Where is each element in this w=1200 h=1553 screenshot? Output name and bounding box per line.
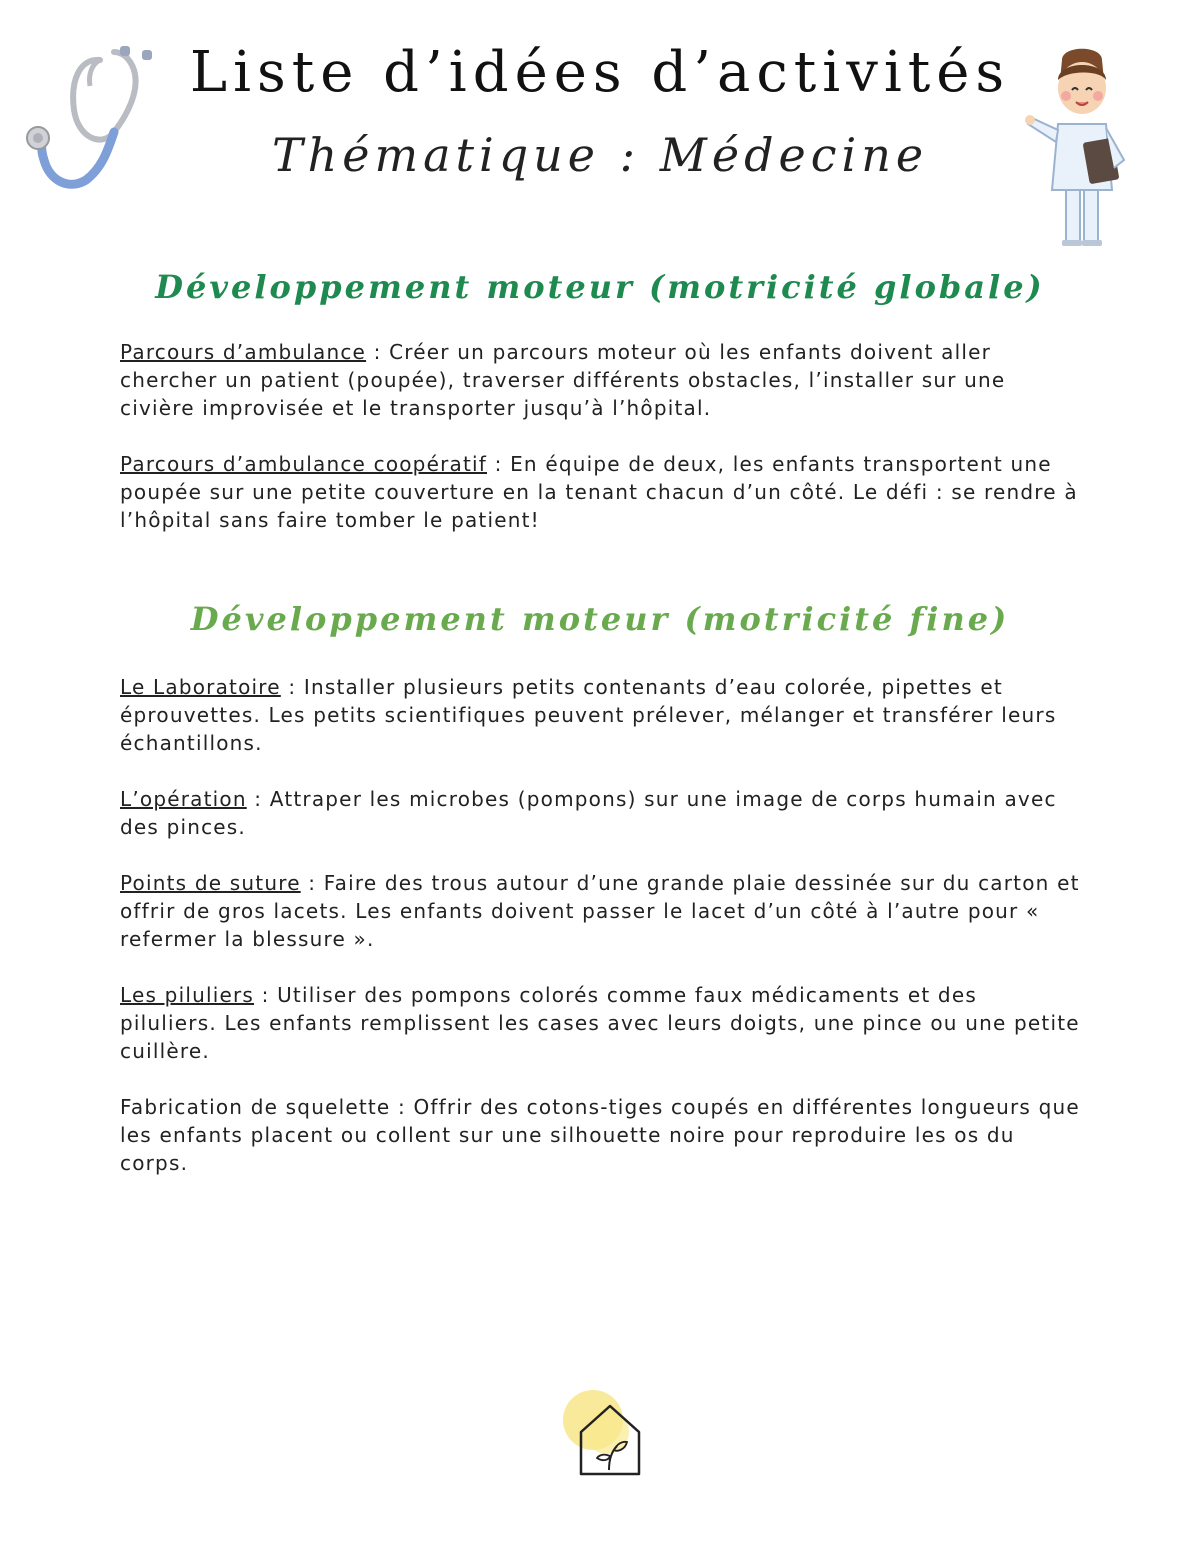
activity-item: Parcours d’ambulance : Créer un parcours moteur où les enfants doivent aller chercher un patient (poupée), traverser différents obstacles, l’installer sur une civière improvisée et le transporter jusqu’à l’hôpital. [120, 340, 1006, 420]
activity-name: Les piluliers [120, 983, 255, 1007]
page-subtitle: Thématique : Médecine [271, 128, 929, 182]
activity-list-fine-motor [120, 673, 1080, 1205]
activity-description: Installer plusieurs petits contenants d’eau colorée, pipettes et éprouvettes. Les petits scientifiques peuvent prélever, mélanger et transférer leurs échantillons. [120, 675, 1057, 755]
activity-name: Fabrication de squelette [120, 1095, 391, 1119]
activity-name: L’opération [120, 787, 247, 811]
activity-description: Créer un parcours moteur où les enfants doivent aller chercher un patient (poupée), traverser différents obstacles, l’installer sur une civière improvisée et le transporter jusqu’à l’hôpital. [120, 340, 1006, 420]
activity-name: Parcours d’ambulance [120, 340, 367, 364]
activity-name: Points de suture [120, 871, 301, 895]
activity-item: Les piluliers : Utiliser des pompons colorés comme faux médicaments et des piluliers. Les enfants remplissent les cases avec leurs doigts, une pince ou une petite cuillère. [120, 983, 1080, 1063]
activity-description: Faire des trous autour d’une grande plaie dessinée sur du carton et offrir de gros lacets. Les enfants doivent passer le lacet d’un côté à l’autre pour « refermer la blessure ». [120, 871, 1080, 951]
section-title-gross-motor: Développement moteur (motricité globale) [155, 268, 1045, 306]
activity-item: L’opération : Attraper les microbes (pompons) sur une image de corps humain avec des pinces. [120, 787, 1057, 839]
activity-name: Parcours d’ambulance coopératif [120, 452, 488, 476]
activity-item: Points de suture : Faire des trous autour d’une grande plaie dessinée sur du carton et offrir de gros lacets. Les enfants doivent passer le lacet d’un côté à l’autre pour « refermer la blessure ». [120, 871, 1080, 951]
house-plant-logo-icon [555, 1388, 650, 1483]
activity-description: Utiliser des pompons colorés comme faux médicaments et des piluliers. Les enfants remplissent les cases avec leurs doigts, une pince ou une petite cuillère. [120, 983, 1080, 1063]
section-title-fine-motor: Développement moteur (motricité fine) [190, 600, 1010, 638]
activity-description: Attraper les microbes (pompons) sur une image de corps humain avec des pinces. [120, 787, 1057, 839]
activity-description: En équipe de deux, les enfants transportent une poupée sur une petite couverture en la tenant chacun d’un côté. Le défi : se rendre à l’hôpital sans faire tomber le patient! [120, 452, 1078, 532]
activity-name: Le Laboratoire [120, 675, 281, 699]
page-title: Liste d’idées d’activités [189, 40, 1011, 105]
activity-item: Fabrication de squelette : Offrir des cotons-tiges coupés en différentes longueurs que les enfants placent ou collent sur une silhouette noire pour reproduire les os du corps. [120, 1095, 1080, 1175]
activity-item: Parcours d’ambulance coopératif : En équipe de deux, les enfants transportent une poupée sur une petite couverture en la tenant chacun d’un côté. Le défi : se rendre à l’hôpital sans faire tomber le patient! [120, 452, 1078, 532]
activity-description: Offrir des cotons-tiges coupés en différentes longueurs que les enfants placent ou collent sur une silhouette noire pour reproduire les os du corps. [120, 1095, 1080, 1175]
activity-list-gross-motor [120, 338, 1080, 562]
activity-item: Le Laboratoire : Installer plusieurs petits contenants d’eau colorée, pipettes et éprouvettes. Les petits scientifiques peuvent prélever, mélanger et transférer leurs échantillons. [120, 675, 1057, 755]
